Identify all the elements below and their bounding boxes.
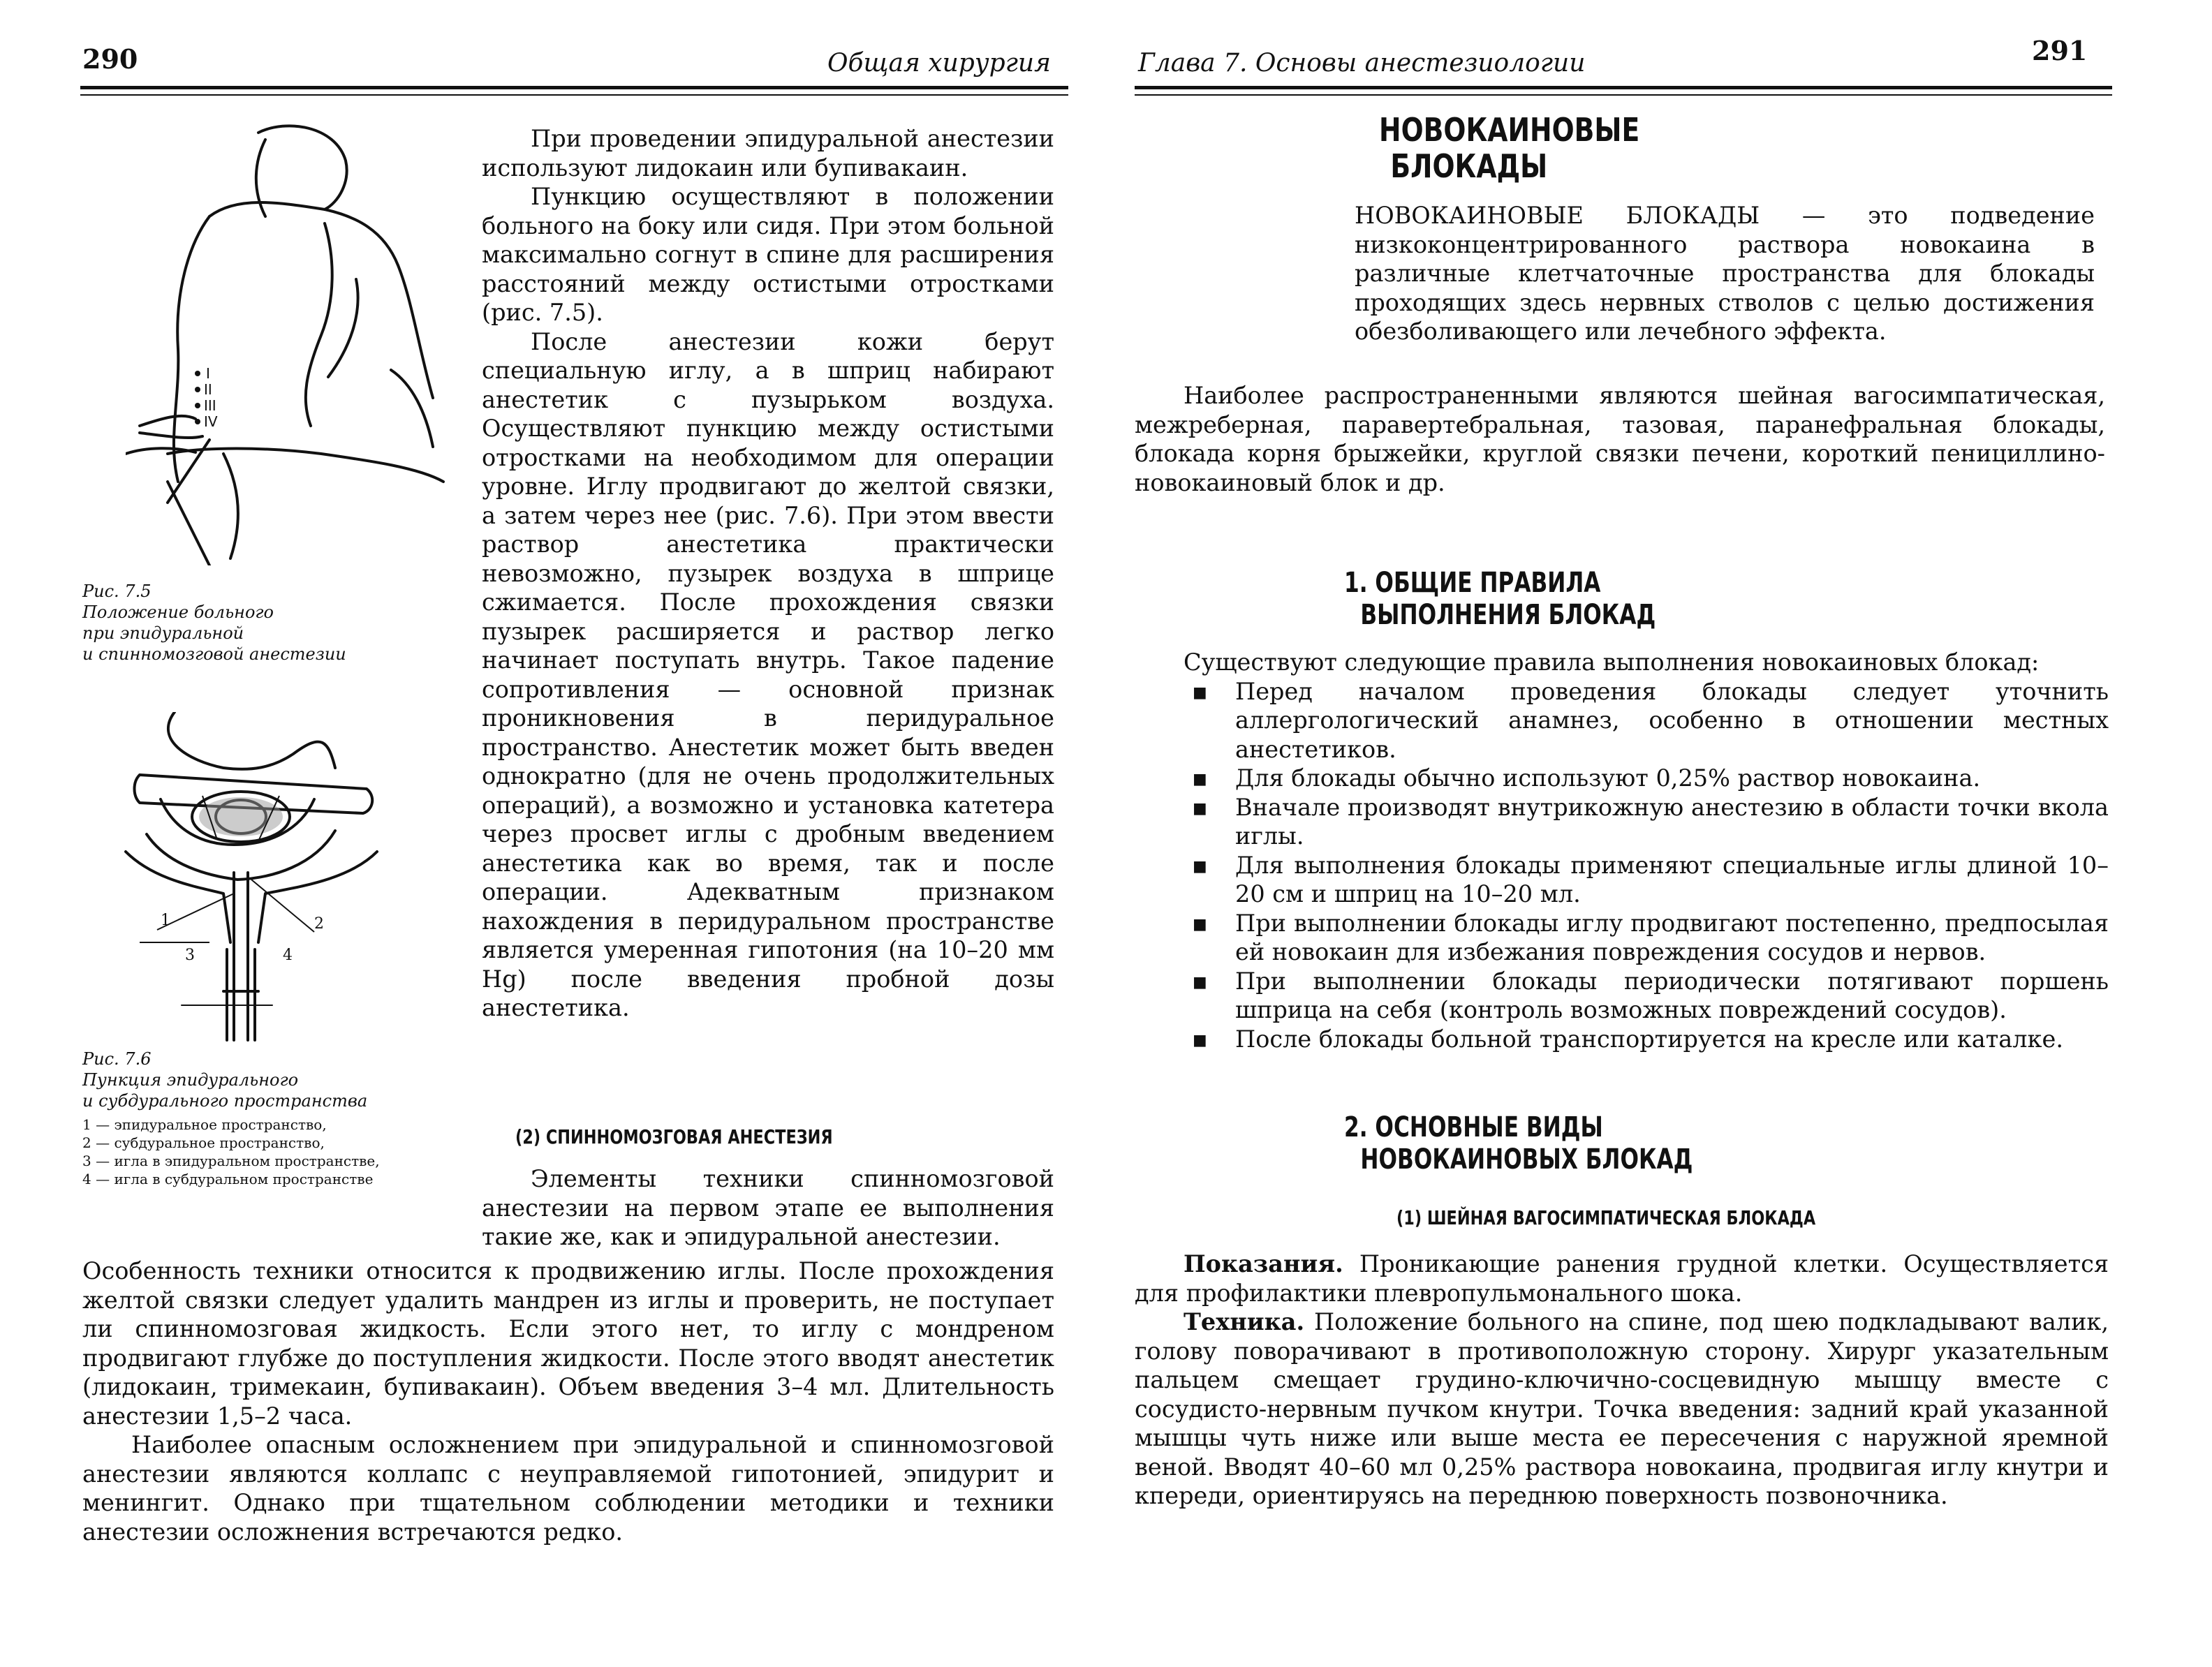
subsection-heading-vagosympathetic: (1) ШЕЙНАЯ ВАГОСИМПАТИЧЕСКАЯ БЛОКАДА	[1396, 1206, 1816, 1229]
definition-block	[1355, 201, 2095, 346]
section-title-line: НОВОКАИНОВЫХ БЛОКАД	[1360, 1143, 1693, 1176]
section-title-line: 1. ОБЩИЕ ПРАВИЛА	[1344, 567, 1601, 599]
bullet-icon: ▪	[1192, 967, 1208, 995]
figure-7-6-illustration	[112, 712, 405, 1047]
rules-intro: Существуют следующие правила выполнения новокаиновых блокад:	[1184, 649, 2040, 676]
figure-7-6-label: Рис. 7.6	[82, 1049, 152, 1069]
indications-text: Проникающие ранения грудной клетки. Осуществляется для профилактики плевропульмонального шока.	[1135, 1250, 2109, 1307]
left-page-number: 290	[82, 43, 138, 75]
paragraph: При проведении эпидуральной анестезии используют лидокаин или бупивакаин.	[482, 125, 1054, 181]
figure-7-5-illustration	[126, 119, 447, 565]
list-item: ▪ Для выполнения блокады применяют специальные иглы длиной 10–20 см и шприц на 10–20 мл.	[1192, 851, 2109, 907]
legend-item: 1 — эпидуральное пространство,	[82, 1116, 327, 1133]
rules-block	[1135, 648, 2109, 1053]
figure-7-5-caption-line: и спинномозговой анестезии	[82, 644, 346, 664]
definition: НОВОКАИНОВЫЕ БЛОКАДЫ — это подведение низкоконцентрированного раствора новокаина в различные клетчаточные пространства для блокады проходящих здесь нервных стволов с целью достижения обезболивающего или лечебного эффекта.	[1355, 202, 2095, 345]
bullet-icon: ▪	[1192, 909, 1208, 937]
spine-mark-iv: IV	[204, 413, 218, 430]
technique-paragraph	[1135, 1307, 2109, 1511]
figure-7-5-caption-line: при эпидуральной	[82, 623, 244, 643]
paragraph: Пункцию осуществляют в положении больного на боку или сидя. При этом больной максимально согнут в спине для расширения расстояний между остистыми отростками (рис. 7.5).	[482, 183, 1054, 326]
figure-7-6-callout-1: 1	[161, 912, 170, 929]
technique-label: Техника.	[1184, 1308, 1305, 1335]
paragraph: Элементы техники спинномозговой анестезии на первом этапе ее выполнения такие же, как и эпидуральной анестезии.	[482, 1165, 1054, 1250]
section-heading-spinal: (2) СПИННОМОЗГОВАЯ АНЕСТЕЗИЯ	[515, 1125, 833, 1148]
section-title-line: 2. ОСНОВНЫЕ ВИДЫ	[1344, 1111, 1603, 1143]
spine-mark-ii: II	[204, 381, 212, 398]
indications-paragraph	[1135, 1250, 2109, 1307]
chapter-title-line: БЛОКАДЫ	[1390, 147, 1548, 185]
spine-mark-iii: III	[204, 397, 216, 414]
figure-7-6-callout-2: 2	[314, 915, 324, 933]
section-title-line: ВЫПОЛНЕНИЯ БЛОКАД	[1360, 599, 1656, 631]
common-blocks-block	[1135, 381, 2105, 497]
bullet-icon: ▪	[1192, 677, 1208, 705]
legend-item: 4 — игла в субдуральном пространстве	[82, 1171, 374, 1187]
paragraph: Наиболее опасным осложнением при эпидуральной и спинномозговой анестезии являются коллапс с неуправляемой гипотонией, эпидурит и менингит. Однако при тщательном соблюдении методики и техники анестезии осложнения встречаются редко.	[82, 1431, 1054, 1546]
figure-7-6-callout-3: 3	[185, 947, 195, 964]
paragraph: Особенность техники относится к продвижению иглы. После прохождения желтой связки следует удалить мандрен из иглы и проверить, не поступает ли спинномозговая жидкость. Если этого нет, то иглу с мондреном продвигают глубже до поступления жидкости. После этого вводят анестетик (лидокаин, тримекаин, бупивакаин). Объем введения 3–4 мл. Длительность анестезии 1,5–2 часа.	[82, 1257, 1054, 1430]
spinal-intro	[482, 1164, 1054, 1252]
bullet-icon: ▪	[1192, 851, 1208, 879]
section-2-title	[1344, 1111, 1693, 1176]
right-running-head: Глава 7. Основы анестезиологии	[1138, 49, 1586, 77]
figure-7-6-legend	[82, 1116, 473, 1188]
left-full-width-text	[82, 1257, 1054, 1546]
right-page-number: 291	[2032, 35, 2088, 66]
list-item: ▪ Вначале производят внутрикожную анестезию в области точки вкола иглы.	[1192, 793, 2109, 850]
bullet-icon: ▪	[1192, 793, 1208, 821]
figure-7-6-caption-line: Пункция эпидурального	[82, 1070, 299, 1090]
legend-item: 3 — игла в эпидуральном пространстве,	[82, 1153, 380, 1169]
indications-label: Показания.	[1184, 1250, 1343, 1277]
figure-7-6-caption-line: и субдурального пространства	[82, 1091, 368, 1111]
chapter-title	[1379, 112, 1639, 184]
spine-mark-i: I	[206, 365, 210, 382]
head-outline	[258, 126, 347, 209]
left-running-head: Общая хирургия	[827, 49, 1051, 77]
skin-outline	[168, 712, 335, 769]
list-item: ▪ После блокады больной транспортируется на кресле или каталке.	[1192, 1025, 2063, 1053]
figure-7-5-label: Рис. 7.5	[82, 581, 152, 601]
blockade-description	[1135, 1250, 2109, 1511]
legend-item: 2 — субдуральное пространство,	[82, 1134, 325, 1151]
left-column-text	[482, 124, 1054, 1023]
section-1-title	[1344, 567, 1656, 631]
right-header-rule-thin	[1135, 94, 2112, 96]
figure-7-5-caption-line: Положение больного	[82, 602, 274, 622]
list-item: ▪ Перед началом проведения блокады следует уточнить аллергологический анамнез, особенно в отношении местных анестетиков.	[1192, 677, 2109, 763]
bullet-icon: ▪	[1192, 764, 1208, 792]
figure-7-5-caption	[82, 581, 411, 665]
technique-text: Положение больного на спине, под шею подкладывают валик, голову поворачивают в противоположную сторону. Хирург указательным пальцем смещает грудино-ключично-сосцевидную мышцу вместе с сосудисто-нервным пучком кнутри. Точка введения: задний край указанной мышцы чуть ниже или выше места ее пересечения с наружной яремной веной. Вводят 40–60 мл 0,25% раствора новокаина, продвигая иглу кнутри и кпереди, ориентируясь на переднюю поверхность позвоночника.	[1135, 1308, 2109, 1509]
figure-7-6-caption	[82, 1049, 459, 1111]
paragraph: Наиболее распространенными являются шейная вагосимпатическая, межреберная, паравертебральная, тазовая, паранефральная блокады, блокада корня брыжейки, круглой связки печени, короткий пенициллино-новокаиновый блок и др.	[1135, 382, 2105, 496]
right-header-rule	[1135, 86, 2112, 89]
paragraph: После анестезии кожи берут специальную иглу, а в шприц набирают анестетик с пузырьком воздуха. Осуществляют пункцию между остистыми отростками на необходимом для операции уровне. Иглу продвигают до желтой связки, а затем через нее (рис. 7.6). При этом ввести раствор анестетика практически невозможно, пузырек воздуха в шприце сжимается. После прохождения связки пузырек расширяется и раствор легко начинает поступать внутрь. Такое падение сопротивления — основной признак проникновения в перидуральное пространство. Анестетик может быть введен однократно (для не очень продолжительных операций), а возможно и установка катетера через просвет иглы с дробным введением анестетика как во время, так и после операции. Адекватным признаком нахождения в перидуральном пространстве является умеренная гипотония (на 10–20 мм Hg) после введения пробной дозы анестетика.	[482, 327, 1054, 1021]
left-header-rule	[80, 86, 1068, 89]
list-item: ▪ При выполнении блокады иглу продвигают постепенно, предпосылая ей новокаин для избежания повреждения сосудов и нервов.	[1192, 909, 2109, 965]
list-item: ▪ Для блокады обычно используют 0,25% раствор новокаина.	[1192, 764, 1981, 792]
list-item: ▪ При выполнении блокады периодически потягивают поршень шприца на себя (контроль возможных повреждений сосудов).	[1192, 967, 2109, 1023]
left-header-rule-thin	[80, 94, 1068, 96]
rules-list	[1184, 677, 2109, 1054]
bullet-icon: ▪	[1192, 1025, 1208, 1053]
chapter-title-line: НОВОКАИНОВЫЕ	[1379, 111, 1640, 149]
figure-7-6-callout-4: 4	[283, 947, 293, 964]
